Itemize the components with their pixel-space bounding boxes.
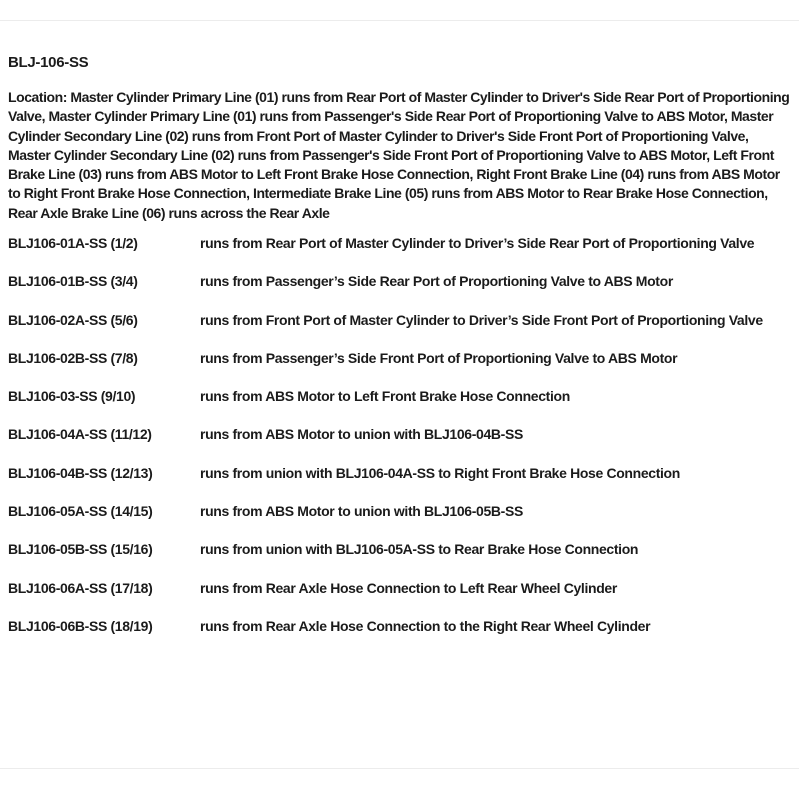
part-description: runs from Rear Axle Hose Connection to the Right Rear Wheel Cylinder [200, 617, 651, 634]
page-title: BLJ-106-SS [8, 54, 89, 71]
part-description: runs from Rear Port of Master Cylinder to Driver’s Side Rear Port of Proportioning Valve [200, 235, 755, 251]
part-number: BLJ106-01B-SS (3/4) [8, 273, 138, 290]
part-number: BLJ106-03-SS (9/10) [8, 388, 136, 405]
part-number: BLJ106-04B-SS (12/13) [8, 464, 153, 481]
part-row [8, 502, 792, 521]
part-row [8, 579, 792, 598]
part-row [8, 272, 792, 291]
part-number: BLJ106-05A-SS (14/15) [8, 503, 153, 520]
part-description: runs from Front Port of Master Cylinder to Driver’s Side Front Port of Proportioning Valve [200, 311, 763, 328]
part-number: BLJ106-06A-SS (17/18) [8, 579, 153, 596]
part-number: BLJ106-02B-SS (7/8) [8, 349, 138, 366]
part-row [8, 234, 792, 253]
part-number: BLJ106-04A-SS (11/12) [8, 426, 152, 443]
part-row [8, 349, 792, 368]
part-description: runs from ABS Motor to Left Front Brake Hose Connection [200, 388, 570, 405]
part-description: runs from Passenger’s Side Front Port of Proportioning Valve to ABS Motor [200, 349, 678, 366]
part-row [8, 464, 792, 483]
part-row [8, 540, 792, 559]
part-number: BLJ106-06B-SS (18/19) [8, 617, 153, 634]
part-description: runs from Passenger’s Side Rear Port of Proportioning Valve to ABS Motor [200, 273, 673, 290]
bottom-horizontal-rule [0, 768, 799, 769]
part-description: runs from union with BLJ106-04A-SS to Right Front Brake Hose Connection [200, 464, 680, 481]
part-description: runs from union with BLJ106-05A-SS to Rear Brake Hose Connection [200, 541, 639, 558]
parts-list [8, 234, 792, 655]
part-description: runs from ABS Motor to union with BLJ106-04B-SS [200, 426, 523, 443]
location-paragraph: Location: Master Cylinder Primary Line (01) runs from Rear Port of Master Cylinder to Driver's Side Rear Port of Proportioning Valve, Master Cylinder Primary Line (01) runs from Passenger's Side Rear Port of Proportioning Valve to ABS Motor, Master Cylinder Secondary Line (02) runs from Front Port of Master Cylinder to Driver's Side Front Port of Proportioning Valve, Master Cylinder Secondary Line (02) runs from Passenger's Side Front Port of Proportioning Valve to ABS Motor, Left Front Brake Line (03) runs from ABS Motor to Left Front Brake Hose Connection, Right Front Brake Line (04) runs from ABS Motor to Right Front Brake Hose Connection, Intermediate Brake Line (05) runs from ABS Motor to Rear Brake Hose Connection, Rear Axle Brake Line (06) runs across the Rear Axle [8, 89, 790, 221]
part-row [8, 387, 792, 406]
part-number: BLJ106-02A-SS (5/6) [8, 311, 138, 328]
part-description: runs from Rear Axle Hose Connection to Left Rear Wheel Cylinder [200, 579, 617, 596]
part-row [8, 425, 792, 444]
part-number: BLJ106-01A-SS (1/2) [8, 235, 138, 251]
part-row [8, 311, 792, 330]
part-description: runs from ABS Motor to union with BLJ106-05B-SS [200, 503, 523, 520]
top-horizontal-rule [0, 20, 799, 21]
part-row [8, 617, 792, 636]
part-number: BLJ106-05B-SS (15/16) [8, 541, 153, 558]
